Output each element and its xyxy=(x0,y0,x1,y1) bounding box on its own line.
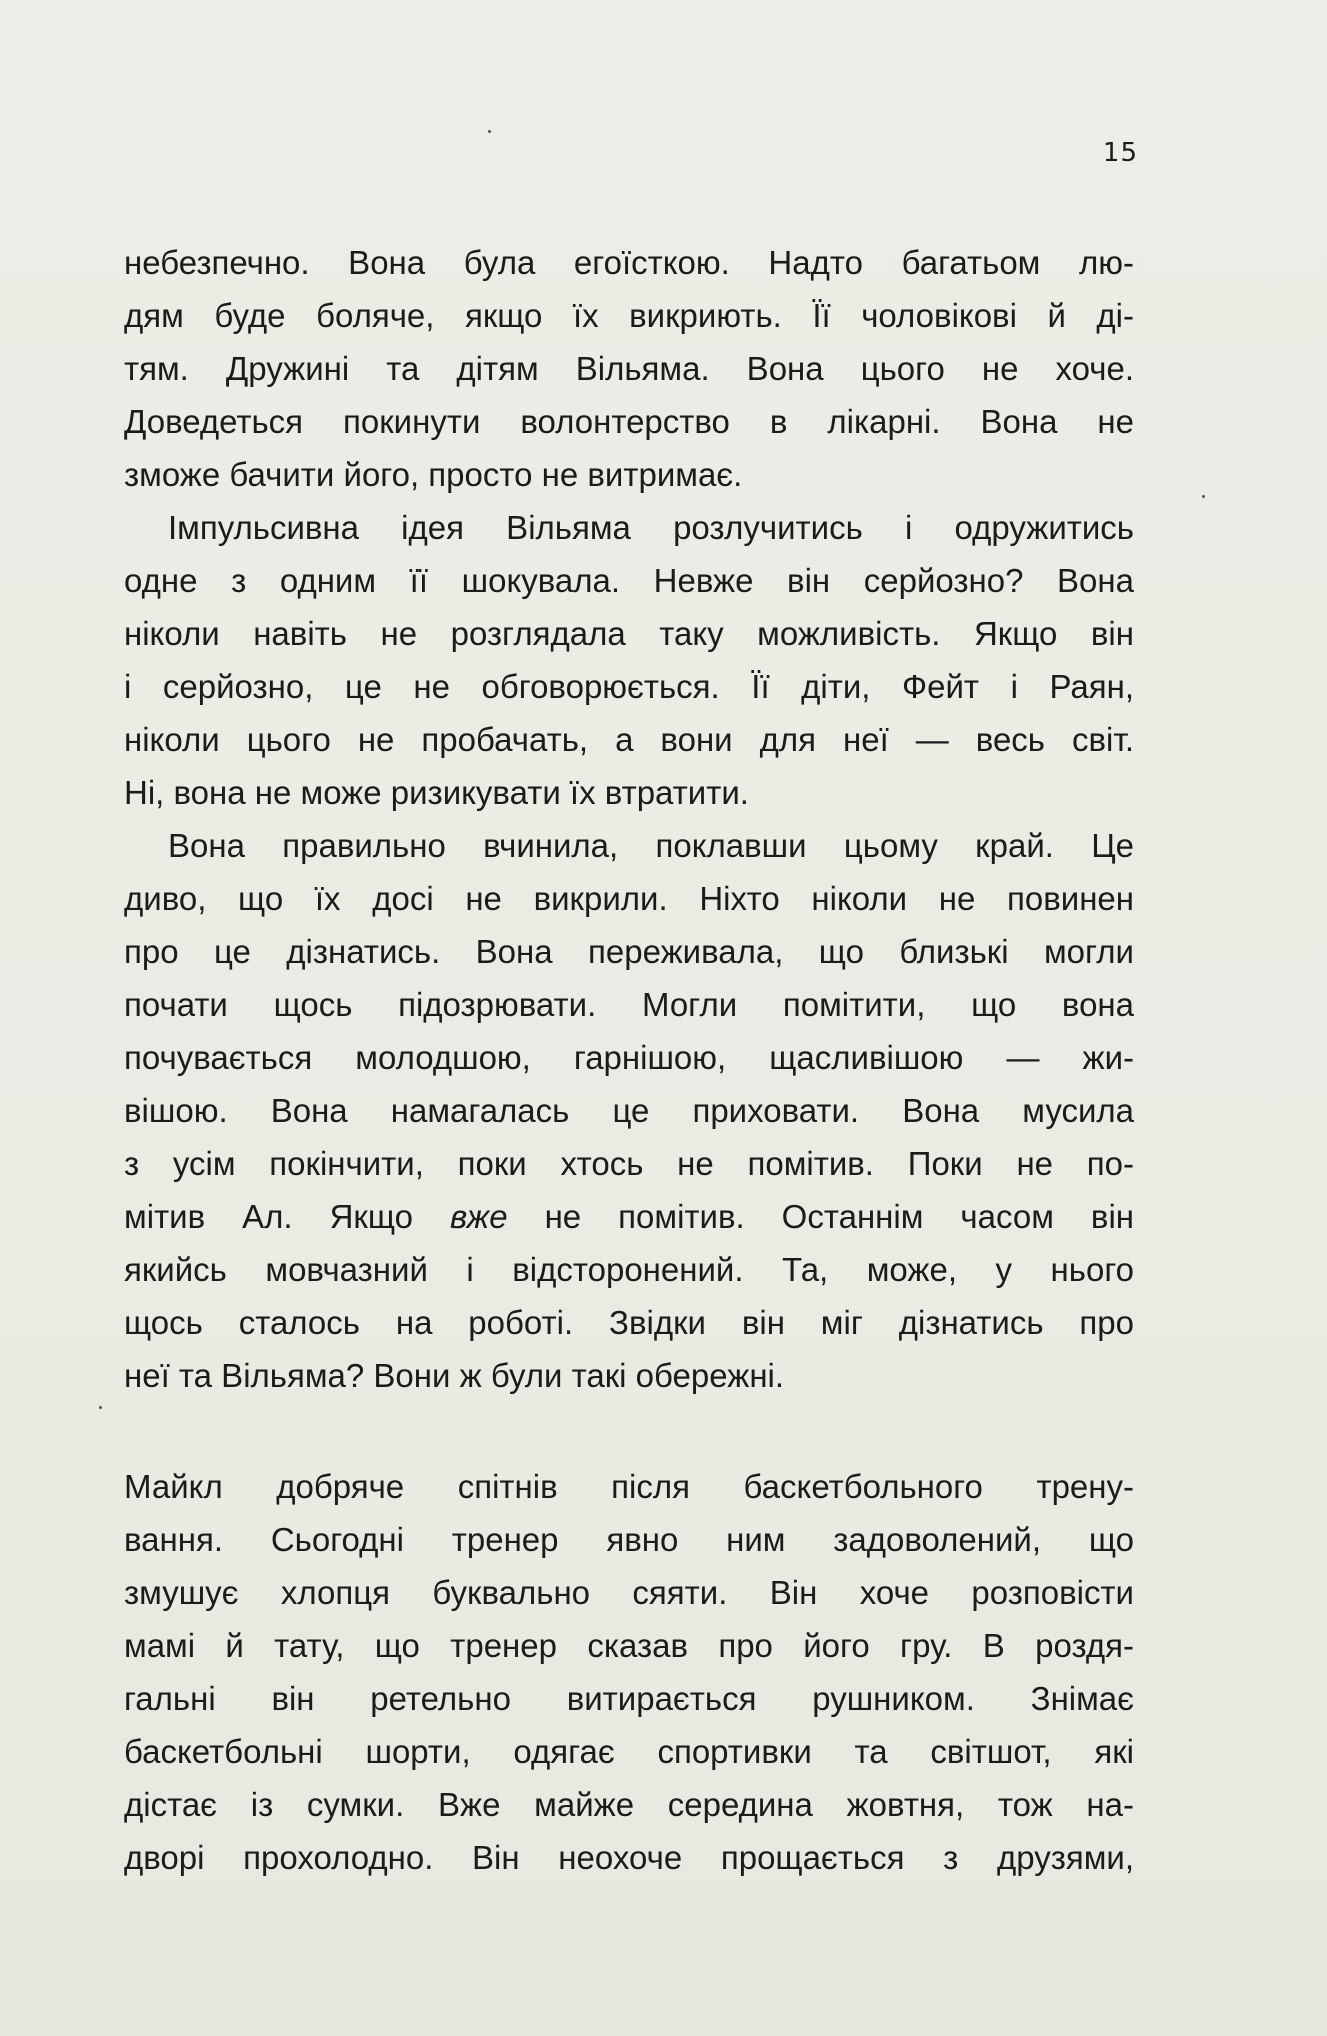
page-number: 15 xyxy=(1102,138,1138,168)
text-line: мітив Ал. Якщо вже не помітив. Останнім часом він xyxy=(124,1198,1134,1235)
paragraph-4 xyxy=(124,1460,1134,1884)
text-line: почувається молодшою, гарнішою, щасливішою — жи- xyxy=(124,1039,1134,1076)
text-line: дям буде боляче, якщо їх викриють. Її чоловікові й ді- xyxy=(124,297,1134,334)
text-line: вішою. Вона намагалась це приховати. Вона мусила xyxy=(124,1092,1134,1129)
text-line: неї та Вільяма? Вони ж були такі обережні. xyxy=(124,1357,785,1394)
text-line: Доведеться покинути волонтерство в лікарні. Вона не xyxy=(124,403,1134,440)
text-line: тям. Дружині та дітям Вільяма. Вона цього не хоче. xyxy=(124,350,1134,387)
text-line: гальні він ретельно витирається рушником. Знімає xyxy=(124,1680,1134,1717)
paragraph-3 xyxy=(124,819,1134,1402)
text-line: мамі й тату, що тренер сказав про його гру. В роздя- xyxy=(124,1627,1134,1664)
text-line: з усім покінчити, поки хтось не помітив. Поки не по- xyxy=(124,1145,1134,1182)
paragraph-2 xyxy=(124,501,1134,819)
text-line: одне з одним її шокувала. Невже він серйозно? Вона xyxy=(124,562,1134,599)
text-line: Вона правильно вчинила, поклавши цьому край. Це xyxy=(168,827,1134,864)
text-line: щось сталось на роботі. Звідки він міг дізнатись про xyxy=(124,1304,1134,1341)
text-section-2 xyxy=(124,1460,1134,1884)
text-line: почати щось підозрювати. Могли помітити, що вона xyxy=(124,986,1134,1023)
text-line: вання. Сьогодні тренер явно ним задоволений, що xyxy=(124,1521,1134,1558)
text-line: дістає із сумки. Вже майже середина жовтня, тож на- xyxy=(124,1786,1134,1823)
text-section-1 xyxy=(124,236,1134,1402)
paragraph-1 xyxy=(124,236,1134,501)
text-line: Ні, вона не може ризикувати їх втратити. xyxy=(124,774,749,811)
text-line: дворі прохолодно. Він неохоче прощається з друзями, xyxy=(124,1839,1134,1876)
text-line: ніколи цього не пробачать, а вони для неї — весь світ. xyxy=(124,721,1134,758)
text-line: диво, що їх досі не викрили. Ніхто ніколи не повинен xyxy=(124,880,1134,917)
paper-speck xyxy=(1202,495,1205,498)
text-line: ніколи навіть не розглядала таку можливість. Якщо він xyxy=(124,615,1134,652)
text-line: зможе бачити його, просто не витримає. xyxy=(124,456,743,493)
text-line: якийсь мовчазний і відсторонений. Та, може, у нього xyxy=(124,1251,1134,1288)
text-line: небезпечно. Вона була егоїсткою. Надто багатьом лю- xyxy=(124,244,1134,281)
text-line: баскетбольні шорти, одягає спортивки та світшот, які xyxy=(124,1733,1134,1770)
text-line: про це дізнатись. Вона переживала, що близькі могли xyxy=(124,933,1134,970)
text-line: Імпульсивна ідея Вільяма розлучитись і одружитись xyxy=(168,509,1134,546)
text-line: Майкл добряче спітнів після баскетбольного трену- xyxy=(124,1468,1134,1505)
paper-speck xyxy=(99,1406,102,1409)
paper-speck xyxy=(488,130,491,133)
text-line: змушує хлопця буквально сяяти. Він хоче розповісти xyxy=(124,1574,1134,1611)
text-line: і серйозно, це не обговорюється. Її діти, Фейт і Раян, xyxy=(124,668,1134,705)
